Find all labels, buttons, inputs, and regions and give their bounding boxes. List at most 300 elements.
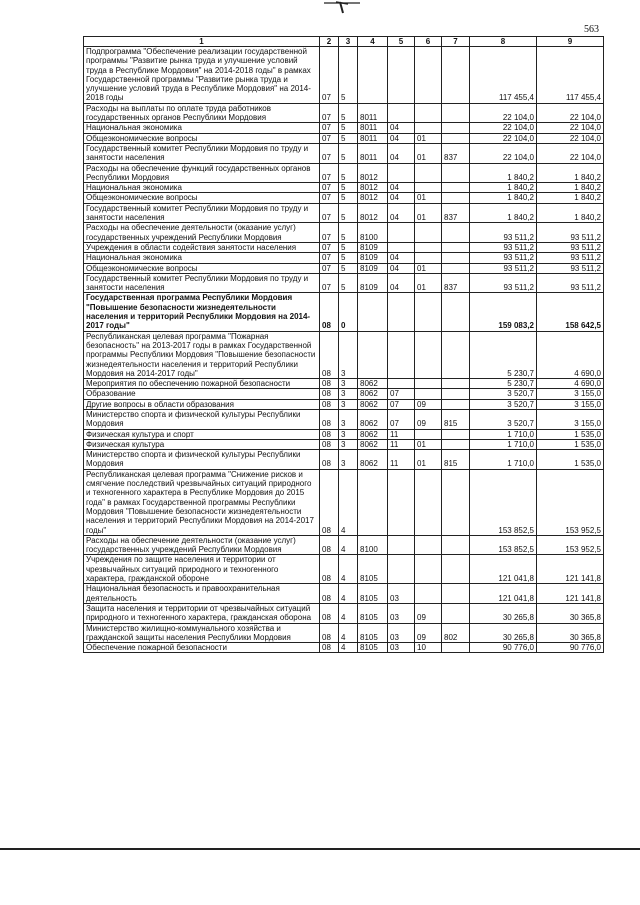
cell-amount-year-1: 1 710,0 [470, 439, 537, 449]
cell-program-code: 08 [320, 623, 339, 643]
column-header-1: 1 [84, 37, 320, 47]
cell-amount-year-1: 22 104,0 [470, 103, 537, 123]
cell-amount-year-2: 93 511,2 [537, 242, 604, 252]
cell-amount-year-2: 1 535,0 [537, 429, 604, 439]
cell-subprogram-code: 3 [339, 450, 358, 470]
table-row [84, 163, 604, 183]
cell-subprogram-code: 3 [339, 399, 358, 409]
cell-amount-year-2: 3 155,0 [537, 389, 604, 399]
cell-section-code: 04 [388, 143, 415, 163]
cell-program-code: 08 [320, 389, 339, 399]
cell-section-code: 04 [388, 183, 415, 193]
cell-target-code: 8011 [358, 123, 388, 133]
column-header-2: 2 [320, 37, 339, 47]
cell-subsection-code [415, 535, 442, 555]
cell-target-code: 8062 [358, 399, 388, 409]
cell-subsection-code [415, 223, 442, 243]
cell-ministry-code [442, 263, 470, 273]
cell-amount-year-2: 1 840,2 [537, 183, 604, 193]
cell-program-code: 07 [320, 223, 339, 243]
table-row [84, 643, 604, 653]
cell-ministry-code: 837 [442, 273, 470, 293]
cell-ministry-code [442, 469, 470, 535]
cell-program-code: 08 [320, 379, 339, 389]
column-header-9: 9 [537, 37, 604, 47]
cell-subsection-code: 01 [415, 143, 442, 163]
cell-amount-year-2: 30 365,8 [537, 603, 604, 623]
cell-section-code: 03 [388, 603, 415, 623]
table-body [84, 47, 604, 653]
cell-amount-year-2: 22 104,0 [537, 103, 604, 123]
cell-subsection-code [415, 242, 442, 252]
cell-amount-year-1: 1 710,0 [470, 450, 537, 470]
cell-program-code: 08 [320, 469, 339, 535]
cell-program-code: 07 [320, 273, 339, 293]
cell-subprogram-code: 5 [339, 47, 358, 104]
cell-section-code: 04 [388, 273, 415, 293]
cell-subsection-code: 09 [415, 409, 442, 429]
table-row [84, 389, 604, 399]
cell-program-code: 07 [320, 47, 339, 104]
cell-ministry-code [442, 555, 470, 584]
cell-program-code: 07 [320, 103, 339, 123]
table-row [84, 623, 604, 643]
cell-program-code: 08 [320, 555, 339, 584]
cell-subprogram-code: 5 [339, 103, 358, 123]
cell-section-code: 04 [388, 253, 415, 263]
cell-section-code: 03 [388, 623, 415, 643]
cell-program-code: 08 [320, 409, 339, 429]
table-row [84, 535, 604, 555]
cell-program-code: 07 [320, 143, 339, 163]
cell-amount-year-2: 117 455,4 [537, 47, 604, 104]
cell-program-code: 08 [320, 584, 339, 604]
cell-subsection-code: 01 [415, 450, 442, 470]
cell-target-code: 8062 [358, 450, 388, 470]
cell-section-code [388, 293, 415, 331]
cell-target-code: 8109 [358, 263, 388, 273]
cell-amount-year-2: 3 155,0 [537, 399, 604, 409]
table-row [84, 331, 604, 378]
cell-amount-year-1: 5 230,7 [470, 331, 537, 378]
cell-target-code [358, 469, 388, 535]
cell-subprogram-code: 3 [339, 409, 358, 429]
cell-target-code: 8011 [358, 103, 388, 123]
cell-amount-year-1: 1 840,2 [470, 163, 537, 183]
cell-amount-year-1: 93 511,2 [470, 253, 537, 263]
cell-target-code: 8012 [358, 163, 388, 183]
cell-subprogram-code: 3 [339, 379, 358, 389]
cell-target-code: 8062 [358, 389, 388, 399]
cell-subprogram-code: 4 [339, 469, 358, 535]
cell-target-code [358, 47, 388, 104]
cell-ministry-code [442, 193, 470, 203]
cell-target-code: 8105 [358, 623, 388, 643]
cell-target-code: 8100 [358, 535, 388, 555]
cell-description: Министерство спорта и физической культуры Республики Мордовия [84, 450, 320, 470]
cell-section-code: 11 [388, 450, 415, 470]
cell-amount-year-2: 30 365,8 [537, 623, 604, 643]
cell-subsection-code: 10 [415, 643, 442, 653]
cell-amount-year-1: 30 265,8 [470, 603, 537, 623]
table-row [84, 47, 604, 104]
budget-table-container [83, 36, 604, 653]
cell-target-code: 8012 [358, 193, 388, 203]
table-row [84, 555, 604, 584]
cell-description: Расходы на обеспечение функций государственных органов Республики Мордовия [84, 163, 320, 183]
cell-subsection-code [415, 103, 442, 123]
column-number-header [84, 37, 604, 47]
cell-section-code: 11 [388, 429, 415, 439]
cell-amount-year-2: 4 690,0 [537, 379, 604, 389]
cell-target-code [358, 293, 388, 331]
cell-amount-year-2: 93 511,2 [537, 273, 604, 293]
column-header-3: 3 [339, 37, 358, 47]
cell-amount-year-2: 1 840,2 [537, 203, 604, 223]
table-row [84, 469, 604, 535]
cell-subprogram-code: 5 [339, 163, 358, 183]
cell-amount-year-1: 30 265,8 [470, 623, 537, 643]
cell-amount-year-1: 117 455,4 [470, 47, 537, 104]
cell-subsection-code: 01 [415, 193, 442, 203]
cell-amount-year-1: 153 852,5 [470, 469, 537, 535]
cell-subsection-code [415, 47, 442, 104]
cell-subprogram-code: 4 [339, 555, 358, 584]
cell-amount-year-2: 90 776,0 [537, 643, 604, 653]
column-header-7: 7 [442, 37, 470, 47]
cell-ministry-code [442, 603, 470, 623]
cell-description: Расходы на обеспечение деятельности (оказание услуг) государственных учреждений Республики Мордовия [84, 223, 320, 243]
cell-amount-year-2: 1 535,0 [537, 450, 604, 470]
cell-ministry-code: 802 [442, 623, 470, 643]
table-row [84, 450, 604, 470]
page-number: 563 [584, 24, 599, 35]
cell-ministry-code [442, 439, 470, 449]
table-row [84, 439, 604, 449]
cell-amount-year-1: 93 511,2 [470, 242, 537, 252]
table-row [84, 399, 604, 409]
cell-subsection-code: 01 [415, 133, 442, 143]
cell-subprogram-code: 5 [339, 223, 358, 243]
cell-target-code: 8012 [358, 183, 388, 193]
budget-table [83, 36, 604, 653]
cell-description: Физическая культура и спорт [84, 429, 320, 439]
cell-subsection-code: 09 [415, 399, 442, 409]
cell-amount-year-2: 93 511,2 [537, 253, 604, 263]
cell-subsection-code [415, 253, 442, 263]
column-header-4: 4 [358, 37, 388, 47]
cell-description: Подпрограмма "Обеспечение реализации государственной программы "Развитие рынка труда и улучшение условий труда в Республике Мордовия" на 2014-2018 годы" в рамках Государственной программы "Развитие рынка труда и улучшение условий труда в Республике Мордовия" на 2014-2018 годы [84, 47, 320, 104]
cell-amount-year-1: 121 041,8 [470, 555, 537, 584]
cell-subprogram-code: 5 [339, 253, 358, 263]
cell-subsection-code [415, 163, 442, 183]
cell-section-code: 04 [388, 123, 415, 133]
table-row [84, 133, 604, 143]
cell-ministry-code: 837 [442, 143, 470, 163]
cell-subprogram-code: 4 [339, 584, 358, 604]
cell-description: Общеэкономические вопросы [84, 263, 320, 273]
cell-amount-year-2: 22 104,0 [537, 133, 604, 143]
cell-target-code: 8109 [358, 253, 388, 263]
cell-subprogram-code: 5 [339, 193, 358, 203]
cell-program-code: 07 [320, 123, 339, 133]
cell-target-code: 8100 [358, 223, 388, 243]
cell-target-code: 8062 [358, 379, 388, 389]
cell-subsection-code [415, 379, 442, 389]
cell-program-code: 08 [320, 643, 339, 653]
cell-ministry-code [442, 331, 470, 378]
cell-target-code: 8011 [358, 133, 388, 143]
cell-section-code [388, 103, 415, 123]
cell-ministry-code [442, 293, 470, 331]
cell-amount-year-2: 1 840,2 [537, 163, 604, 183]
cell-description: Государственный комитет Республики Мордовия по труду и занятости населения [84, 273, 320, 293]
cell-description: Министерство жилищно-коммунального хозяйства и гражданской защиты населения Республики Мордовия [84, 623, 320, 643]
table-row [84, 123, 604, 133]
cell-program-code: 07 [320, 133, 339, 143]
cell-description: Национальная экономика [84, 253, 320, 263]
cell-section-code: 11 [388, 439, 415, 449]
cell-ministry-code [442, 223, 470, 243]
table-row [84, 409, 604, 429]
column-header-6: 6 [415, 37, 442, 47]
cell-subsection-code [415, 555, 442, 584]
table-row [84, 263, 604, 273]
cell-amount-year-2: 153 952,5 [537, 535, 604, 555]
table-row [84, 183, 604, 193]
cell-amount-year-2: 1 535,0 [537, 439, 604, 449]
cell-section-code: 03 [388, 643, 415, 653]
cell-target-code: 8062 [358, 409, 388, 429]
table-row [84, 103, 604, 123]
cell-target-code: 8105 [358, 555, 388, 584]
cell-program-code: 08 [320, 399, 339, 409]
page-bottom-rule [0, 848, 640, 850]
cell-program-code: 08 [320, 450, 339, 470]
cell-description: Республиканская целевая программа "Пожарная безопасность" на 2013-2017 годы в рамках Государственной программы Республики Мордовия "Повышение безопасности жизнедеятельности населения и территорий Республики Мордовия на 2014-2017 годы" [84, 331, 320, 378]
cell-target-code: 8011 [358, 143, 388, 163]
cell-amount-year-2: 121 141,8 [537, 555, 604, 584]
cell-ministry-code [442, 535, 470, 555]
cell-program-code: 07 [320, 203, 339, 223]
cell-target-code: 8105 [358, 643, 388, 653]
cell-amount-year-2: 93 511,2 [537, 223, 604, 243]
cell-description: Расходы на выплаты по оплате труда работников государственных органов Республики Мордовия [84, 103, 320, 123]
cell-section-code: 04 [388, 263, 415, 273]
cell-subprogram-code: 5 [339, 183, 358, 193]
cell-amount-year-1: 22 104,0 [470, 123, 537, 133]
cell-amount-year-1: 93 511,2 [470, 263, 537, 273]
cell-subprogram-code: 4 [339, 623, 358, 643]
cell-program-code: 08 [320, 535, 339, 555]
cell-description: Национальная экономика [84, 123, 320, 133]
cell-subprogram-code: 3 [339, 429, 358, 439]
cell-ministry-code [442, 429, 470, 439]
cell-description: Обеспечение пожарной безопасности [84, 643, 320, 653]
cell-ministry-code: 837 [442, 203, 470, 223]
cell-amount-year-1: 121 041,8 [470, 584, 537, 604]
cell-section-code: 04 [388, 193, 415, 203]
table-row [84, 253, 604, 263]
cell-amount-year-1: 22 104,0 [470, 143, 537, 163]
table-row [84, 242, 604, 252]
table-row [84, 273, 604, 293]
cell-target-code: 8105 [358, 603, 388, 623]
cell-amount-year-1: 159 083,2 [470, 293, 537, 331]
cell-target-code: 8062 [358, 429, 388, 439]
cell-program-code: 07 [320, 163, 339, 183]
table-row [84, 584, 604, 604]
cell-target-code: 8109 [358, 242, 388, 252]
cell-subsection-code: 01 [415, 439, 442, 449]
cell-target-code: 8109 [358, 273, 388, 293]
cell-description: Учреждения по защите населения и территории от чрезвычайных ситуаций природного и техногенного характера, гражданской обороне [84, 555, 320, 584]
cell-amount-year-2: 121 141,8 [537, 584, 604, 604]
cell-subsection-code: 09 [415, 623, 442, 643]
cell-program-code: 07 [320, 263, 339, 273]
cell-subsection-code [415, 429, 442, 439]
cell-target-code [358, 331, 388, 378]
cell-subprogram-code: 5 [339, 263, 358, 273]
table-row [84, 193, 604, 203]
cell-subprogram-code: 4 [339, 603, 358, 623]
cell-program-code: 08 [320, 429, 339, 439]
cell-subprogram-code: 5 [339, 273, 358, 293]
cell-amount-year-1: 5 230,7 [470, 379, 537, 389]
cell-description: Защита населения и территории от чрезвычайных ситуаций природного и техногенного характера, гражданская оборона [84, 603, 320, 623]
cell-ministry-code [442, 47, 470, 104]
cell-description: Другие вопросы в области образования [84, 399, 320, 409]
cell-amount-year-1: 1 840,2 [470, 183, 537, 193]
cell-subsection-code [415, 584, 442, 604]
cell-description: Национальная безопасность и правоохранительная деятельность [84, 584, 320, 604]
cell-amount-year-2: 158 642,5 [537, 293, 604, 331]
cell-section-code [388, 469, 415, 535]
cell-description: Общеэкономические вопросы [84, 193, 320, 203]
cell-section-code [388, 223, 415, 243]
table-row [84, 203, 604, 223]
cell-description: Национальная экономика [84, 183, 320, 193]
cell-target-code: 8062 [358, 439, 388, 449]
cell-subprogram-code: 5 [339, 123, 358, 133]
cell-section-code: 03 [388, 584, 415, 604]
cell-ministry-code [442, 242, 470, 252]
cell-amount-year-2: 22 104,0 [537, 143, 604, 163]
cell-subprogram-code: 5 [339, 203, 358, 223]
cell-ministry-code [442, 163, 470, 183]
cell-subsection-code [415, 331, 442, 378]
cell-amount-year-1: 1 840,2 [470, 203, 537, 223]
cell-section-code: 04 [388, 133, 415, 143]
table-row [84, 293, 604, 331]
cell-section-code [388, 555, 415, 584]
cell-amount-year-1: 3 520,7 [470, 389, 537, 399]
cell-description: Физическая культура [84, 439, 320, 449]
cell-program-code: 08 [320, 331, 339, 378]
cell-amount-year-2: 4 690,0 [537, 331, 604, 378]
table-row [84, 429, 604, 439]
cell-program-code: 08 [320, 293, 339, 331]
cell-amount-year-1: 22 104,0 [470, 133, 537, 143]
cell-subsection-code [415, 469, 442, 535]
cell-amount-year-1: 1 840,2 [470, 193, 537, 203]
handwritten-mark [322, 0, 362, 14]
cell-subsection-code: 01 [415, 203, 442, 223]
table-row [84, 379, 604, 389]
cell-ministry-code [442, 103, 470, 123]
cell-ministry-code [442, 123, 470, 133]
cell-description: Образование [84, 389, 320, 399]
cell-program-code: 07 [320, 253, 339, 263]
cell-subprogram-code: 4 [339, 643, 358, 653]
cell-subprogram-code: 5 [339, 143, 358, 163]
column-header-8: 8 [470, 37, 537, 47]
cell-amount-year-1: 93 511,2 [470, 273, 537, 293]
cell-description: Общеэкономические вопросы [84, 133, 320, 143]
cell-amount-year-1: 1 710,0 [470, 429, 537, 439]
table-row [84, 603, 604, 623]
cell-section-code [388, 47, 415, 104]
cell-target-code: 8105 [358, 584, 388, 604]
cell-section-code [388, 379, 415, 389]
cell-description: Учреждения в области содействия занятости населения [84, 242, 320, 252]
cell-subsection-code [415, 123, 442, 133]
cell-section-code [388, 535, 415, 555]
cell-description: Министерство спорта и физической культуры Республики Мордовия [84, 409, 320, 429]
cell-subsection-code [415, 183, 442, 193]
cell-amount-year-1: 153 852,5 [470, 535, 537, 555]
cell-amount-year-2: 1 840,2 [537, 193, 604, 203]
cell-ministry-code [442, 584, 470, 604]
cell-subprogram-code: 4 [339, 535, 358, 555]
cell-description: Государственная программа Республики Мордовия "Повышение безопасности жизнедеятельности населения и территорий Республики Мордовия на 2014-2017 годы" [84, 293, 320, 331]
cell-amount-year-2: 93 511,2 [537, 263, 604, 273]
cell-ministry-code: 815 [442, 409, 470, 429]
cell-description: Мероприятия по обеспечению пожарной безопасности [84, 379, 320, 389]
cell-amount-year-1: 3 520,7 [470, 409, 537, 429]
cell-subprogram-code: 3 [339, 439, 358, 449]
cell-description: Республиканская целевая программа "Снижение рисков и смягчение последствий чрезвычайных ситуаций природного и техногенного характера в Республике Мордовия до 2015 года" в рамках Государственной программы Республики Мордовия "Повышение безопасности жизнедеятельности населения и территорий Республики Мордовия на 2014-2017 годы" [84, 469, 320, 535]
cell-ministry-code [442, 399, 470, 409]
cell-subprogram-code: 0 [339, 293, 358, 331]
cell-ministry-code [442, 253, 470, 263]
cell-ministry-code [442, 379, 470, 389]
cell-section-code [388, 331, 415, 378]
cell-amount-year-1: 93 511,2 [470, 223, 537, 243]
cell-ministry-code [442, 183, 470, 193]
cell-subprogram-code: 5 [339, 133, 358, 143]
cell-program-code: 07 [320, 193, 339, 203]
cell-section-code: 04 [388, 203, 415, 223]
cell-section-code: 07 [388, 409, 415, 429]
table-row [84, 143, 604, 163]
cell-ministry-code [442, 643, 470, 653]
cell-program-code: 07 [320, 242, 339, 252]
cell-amount-year-2: 22 104,0 [537, 123, 604, 133]
cell-amount-year-2: 3 155,0 [537, 409, 604, 429]
cell-target-code: 8012 [358, 203, 388, 223]
cell-subsection-code: 01 [415, 273, 442, 293]
cell-amount-year-1: 90 776,0 [470, 643, 537, 653]
cell-subsection-code: 09 [415, 603, 442, 623]
cell-section-code: 07 [388, 389, 415, 399]
column-header-5: 5 [388, 37, 415, 47]
cell-description: Государственный комитет Республики Мордовия по труду и занятости населения [84, 143, 320, 163]
table-row [84, 223, 604, 243]
cell-program-code: 08 [320, 603, 339, 623]
cell-ministry-code: 815 [442, 450, 470, 470]
cell-subprogram-code: 3 [339, 389, 358, 399]
